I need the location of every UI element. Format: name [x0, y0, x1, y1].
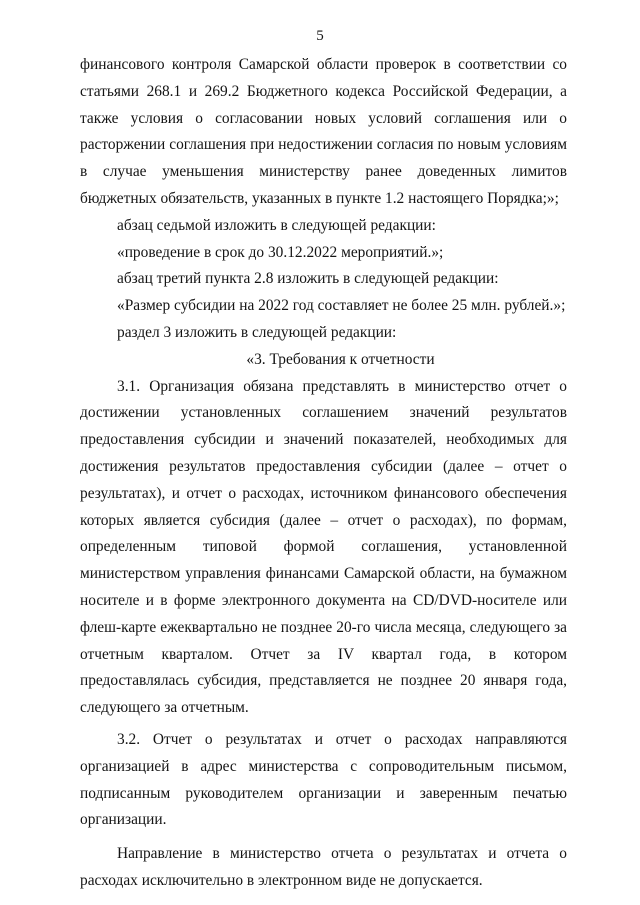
section-heading: «3. Требования к отчетности — [246, 350, 435, 368]
document-body — [80, 52, 567, 895]
paragraph-abzac-tretiy: абзац третий пункта 2.8 изложить в следующей редакции: — [117, 270, 499, 288]
paragraph-continuation: финансового контроля Самарской области проверок в соответствии со статьями 268.1 и 269.2 Бюджетного кодекса Российской Федерации, а также условия о согласовании новых условий соглашения или о расторжении соглашения при недостижении согласия по новым условиям в случае уменьшения министерству ранее доведенных лимитов бюджетных обязательств, указанных в пункте 1.2 настоящего Порядка;»; — [80, 56, 567, 207]
paragraph-napravlenie: Направление в министерство отчета о результатах и отчета о расходах исключительно в электронном виде не допускается. — [80, 845, 567, 889]
paragraph-razdel-3: раздел 3 изложить в следующей редакции: — [117, 323, 397, 341]
page-number: 5 — [316, 28, 324, 44]
paragraph-razmer-subsidii: «Размер субсидии на 2022 год составляет не более 25 млн. рублей.»; — [117, 297, 566, 315]
paragraph-abzac-sedmoy: абзац седьмой изложить в следующей редакции: — [117, 216, 436, 234]
paragraph-3-2: 3.2. Отчет о результатах и отчет о расходах направляются организацией в адрес министерства с сопроводительным письмом, подписанным руководителем организации и заверенным печатью организации. — [80, 730, 567, 829]
paragraph-provedenie: «проведение в срок до 30.12.2022 мероприятий.»; — [117, 243, 444, 261]
paragraph-3-1: 3.1. Организация обязана представлять в министерство отчет о достижении установленных соглашением значений результатов предоставления субсидии и значений показателей, необходимых для достижения результатов предоставления субсидии (далее – отчет о результатах), и отчет о расходах, источником финансового обеспечения которых является субсидия (далее – отчет о расходах), по формам, определенным типовой формой соглашения, установленной министерством управления финансами Самарской области, на бумажном носителе и в форме электронного документа на CD/DVD-носителе или флеш-карте ежеквартально не позднее 20-го числа месяца, следующего за отчетным кварталом. Отчет за IV квартал года, в котором предоставлялась субсидия, представляется не позднее 20 января года, следующего за отчетным. — [80, 377, 567, 717]
